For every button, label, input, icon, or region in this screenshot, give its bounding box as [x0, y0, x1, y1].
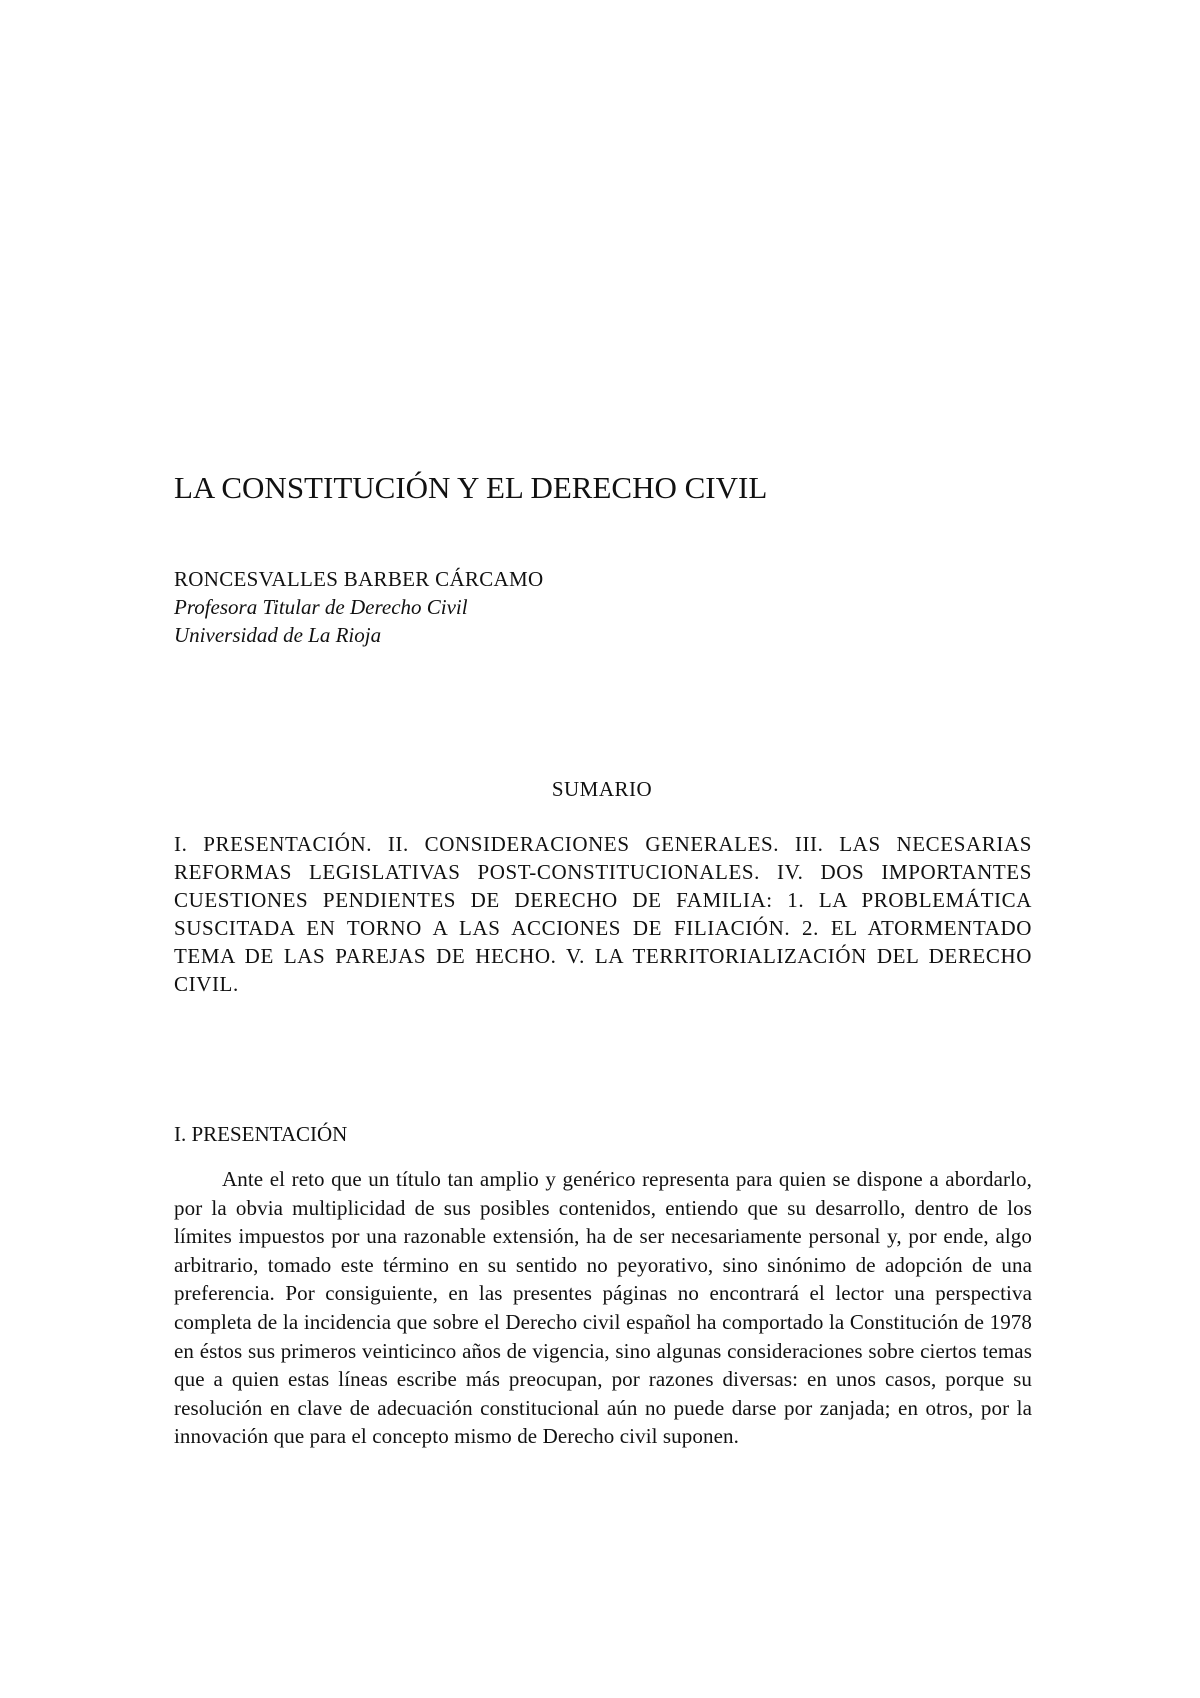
- author-name: RONCESVALLES BARBER CÁRCAMO: [174, 567, 544, 591]
- sumario-text: I. PRESENTACIÓN. II. CONSIDERACIONES GENERALES. III. LAS NECESARIAS REFORMAS LEGISLATIVAS POST-CONSTITUCIONALES. IV. DOS IMPORTANTES CUESTIONES PENDIENTES DE DERECHO DE FAMILIA: 1. LA PROBLEMÁTICA SUSCITADA EN TORNO A LAS ACCIONES DE FILIACIÓN. 2. EL ATORMENTADO TEMA DE LAS PAREJAS DE HECHO. V. LA TERRITORIALIZACIÓN DEL DERECHO CIVIL.: [174, 832, 1032, 996]
- document-title: LA CONSTITUCIÓN Y EL DERECHO CIVIL: [174, 470, 768, 505]
- author-position: Profesora Titular de Derecho Civil: [174, 595, 468, 619]
- body-paragraph: Ante el reto que un título tan amplio y genérico representa para quien se dispone a abordarlo, por la obvia multiplicidad de sus posibles contenidos, entiendo que su desarrollo, dentro de los límites impuestos por una razonable extensión, ha de ser necesariamente personal y, por ende, algo arbitrario, tomado este término en su sentido no peyorativo, sino sinónimo de adopción de una preferencia. Por consiguiente, en las presentes páginas no encontrará el lector una perspectiva completa de la incidencia que sobre el Derecho civil español ha comportado la Constitución de 1978 en éstos sus primeros veinticinco años de vigencia, sino algunas consideraciones sobre ciertos temas que a quien estas líneas escribe más preocupan, por razones diversas: en unos casos, porque su resolución en clave de adecuación constitucional aún no puede darse por zanjada; en otros, por la innovación que para el concepto mismo de Derecho civil suponen.: [174, 1167, 1032, 1449]
- author-block: [174, 565, 874, 649]
- sumario-heading: SUMARIO: [551, 777, 653, 801]
- section-heading: I. PRESENTACIÓN: [174, 1122, 348, 1146]
- author-institution: Universidad de La Rioja: [174, 623, 382, 647]
